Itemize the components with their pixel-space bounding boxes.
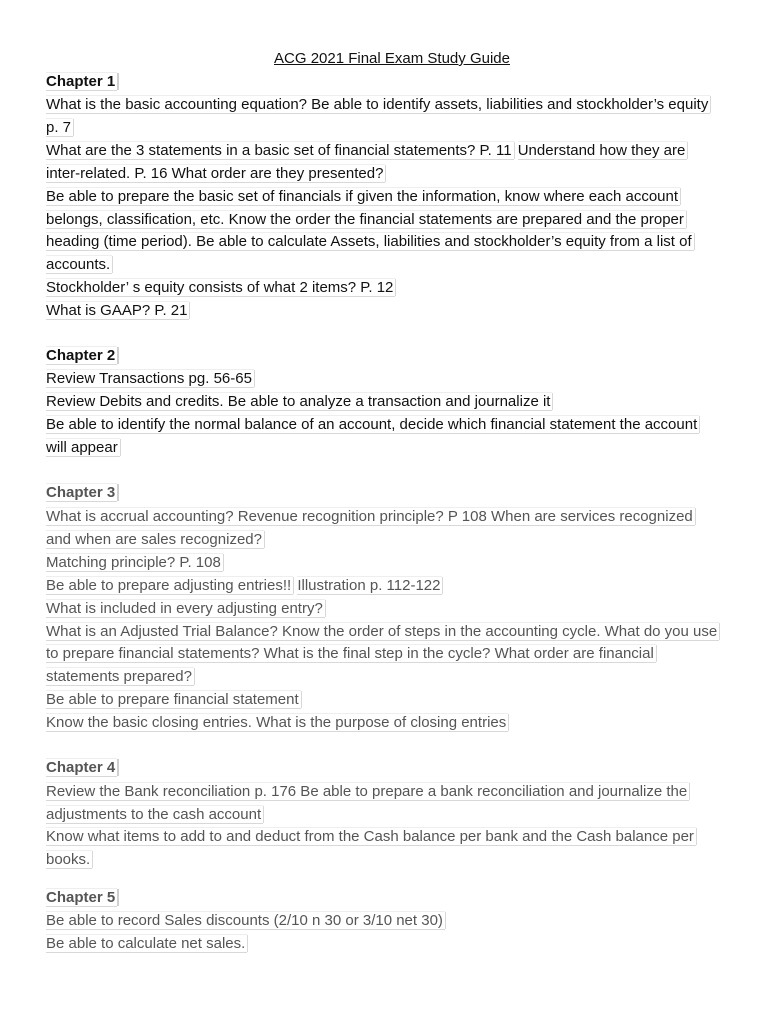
chapter-heading-text: Chapter 2 xyxy=(46,347,116,364)
chapter-heading-text: Chapter 3 xyxy=(46,484,116,501)
text-fragment: Be able to prepare adjusting entries!! xyxy=(46,576,292,594)
text-line xyxy=(46,690,301,709)
text-line xyxy=(46,850,92,869)
text-line xyxy=(46,576,442,595)
text-fragment: accounts. xyxy=(46,256,111,274)
text-fragment: Be able to prepare the basic set of financials if given the information, know where each account xyxy=(46,187,679,205)
chapter-heading xyxy=(46,758,117,777)
text-fragment: to prepare financial statements? What is the final step in the cycle? What order are financial xyxy=(46,645,654,663)
text-fragment: What is the basic accounting equation? Be able to identify assets, liabilities and stockholder’s equity xyxy=(46,96,709,113)
text-line xyxy=(46,301,189,320)
text-fragment: Be able to calculate net sales. xyxy=(46,935,246,952)
text-line xyxy=(46,415,699,434)
text-fragment: Understand how they are xyxy=(517,141,686,159)
text-line xyxy=(46,164,385,183)
text-fragment: belongs, classification, etc. Know the order the financial statements are prepared and the proper xyxy=(46,210,684,228)
text-line xyxy=(46,278,395,297)
text-line xyxy=(46,622,719,641)
chapter-heading-text: Chapter 4 xyxy=(46,759,116,776)
text-line xyxy=(46,667,194,686)
text-fragment: Illustration p. 112-122 xyxy=(297,576,441,594)
text-fragment: statements prepared? xyxy=(46,668,192,686)
text-fragment: adjustments to the cash account xyxy=(46,805,262,823)
text-line xyxy=(46,553,223,572)
text-fragment: Be able to record Sales discounts (2/10 n 30 or 3/10 net 30) xyxy=(46,912,443,929)
text-fragment: Be able to prepare financial statement xyxy=(46,691,299,709)
text-fragment: will appear xyxy=(46,439,118,456)
text-line xyxy=(46,713,508,732)
text-line xyxy=(46,805,263,824)
text-fragment: books. xyxy=(46,851,91,869)
text-line xyxy=(46,141,687,160)
text-line xyxy=(46,644,656,663)
text-line xyxy=(46,507,695,526)
document-title: ACG 2021 Final Exam Study Guide xyxy=(274,50,510,67)
text-line xyxy=(46,782,689,801)
text-fragment: Be able to identify the normal balance of an account, decide which financial statement the account xyxy=(46,416,698,433)
text-line xyxy=(46,934,247,953)
text-line xyxy=(46,599,325,618)
text-fragment: What is accrual accounting? Revenue recognition principle? P 108 When are services recognized xyxy=(46,508,693,525)
text-fragment: Stockholder’ s equity consists of what 2 items? P. 12 xyxy=(46,279,394,297)
text-line xyxy=(46,438,120,457)
text-fragment: Review Debits and credits. Be able to analyze a transaction and journalize it xyxy=(46,393,551,410)
text-fragment: Review the Bank reconciliation p. 176 Be able to prepare a bank reconciliation and journalize the xyxy=(46,783,688,800)
text-fragment: What is GAAP? P. 21 xyxy=(46,302,188,320)
text-fragment: heading (time period). Be able to calculate Assets, liabilities and stockholder’s equity from a list of xyxy=(46,233,692,251)
text-fragment: Review Transactions pg. 56-65 xyxy=(46,370,252,387)
text-fragment: and when are sales recognized? xyxy=(46,530,262,548)
text-line xyxy=(46,187,680,206)
chapter-heading-text: Chapter 1 xyxy=(46,73,116,90)
text-line xyxy=(46,210,686,229)
text-fragment: Matching principle? P. 108 xyxy=(46,553,221,571)
text-line xyxy=(46,232,694,251)
text-line xyxy=(46,118,73,137)
chapter-heading xyxy=(46,72,117,91)
text-line xyxy=(46,95,710,114)
text-fragment: What is an Adjusted Trial Balance? Know the order of steps in the accounting cycle. What do you use xyxy=(46,622,718,640)
text-line xyxy=(46,369,254,388)
text-fragment: What are the 3 statements in a basic set of financial statements? P. 11 xyxy=(46,141,512,159)
chapter-heading xyxy=(46,483,117,502)
chapter-heading xyxy=(46,888,117,907)
text-line xyxy=(46,911,445,930)
text-line xyxy=(46,530,264,549)
text-line xyxy=(46,827,696,846)
text-fragment: p. 7 xyxy=(46,118,72,136)
text-fragment: Know what items to add to and deduct from the Cash balance per bank and the Cash balance per xyxy=(46,828,694,846)
chapter-heading-text: Chapter 5 xyxy=(46,889,116,906)
text-fragment: inter-related. P. 16 What order are they presented? xyxy=(46,164,384,182)
text-fragment: Know the basic closing entries. What is the purpose of closing entries xyxy=(46,714,507,732)
text-line xyxy=(46,255,112,274)
text-line xyxy=(46,392,552,411)
chapter-heading xyxy=(46,346,117,365)
text-fragment: What is included in every adjusting entry? xyxy=(46,599,323,617)
